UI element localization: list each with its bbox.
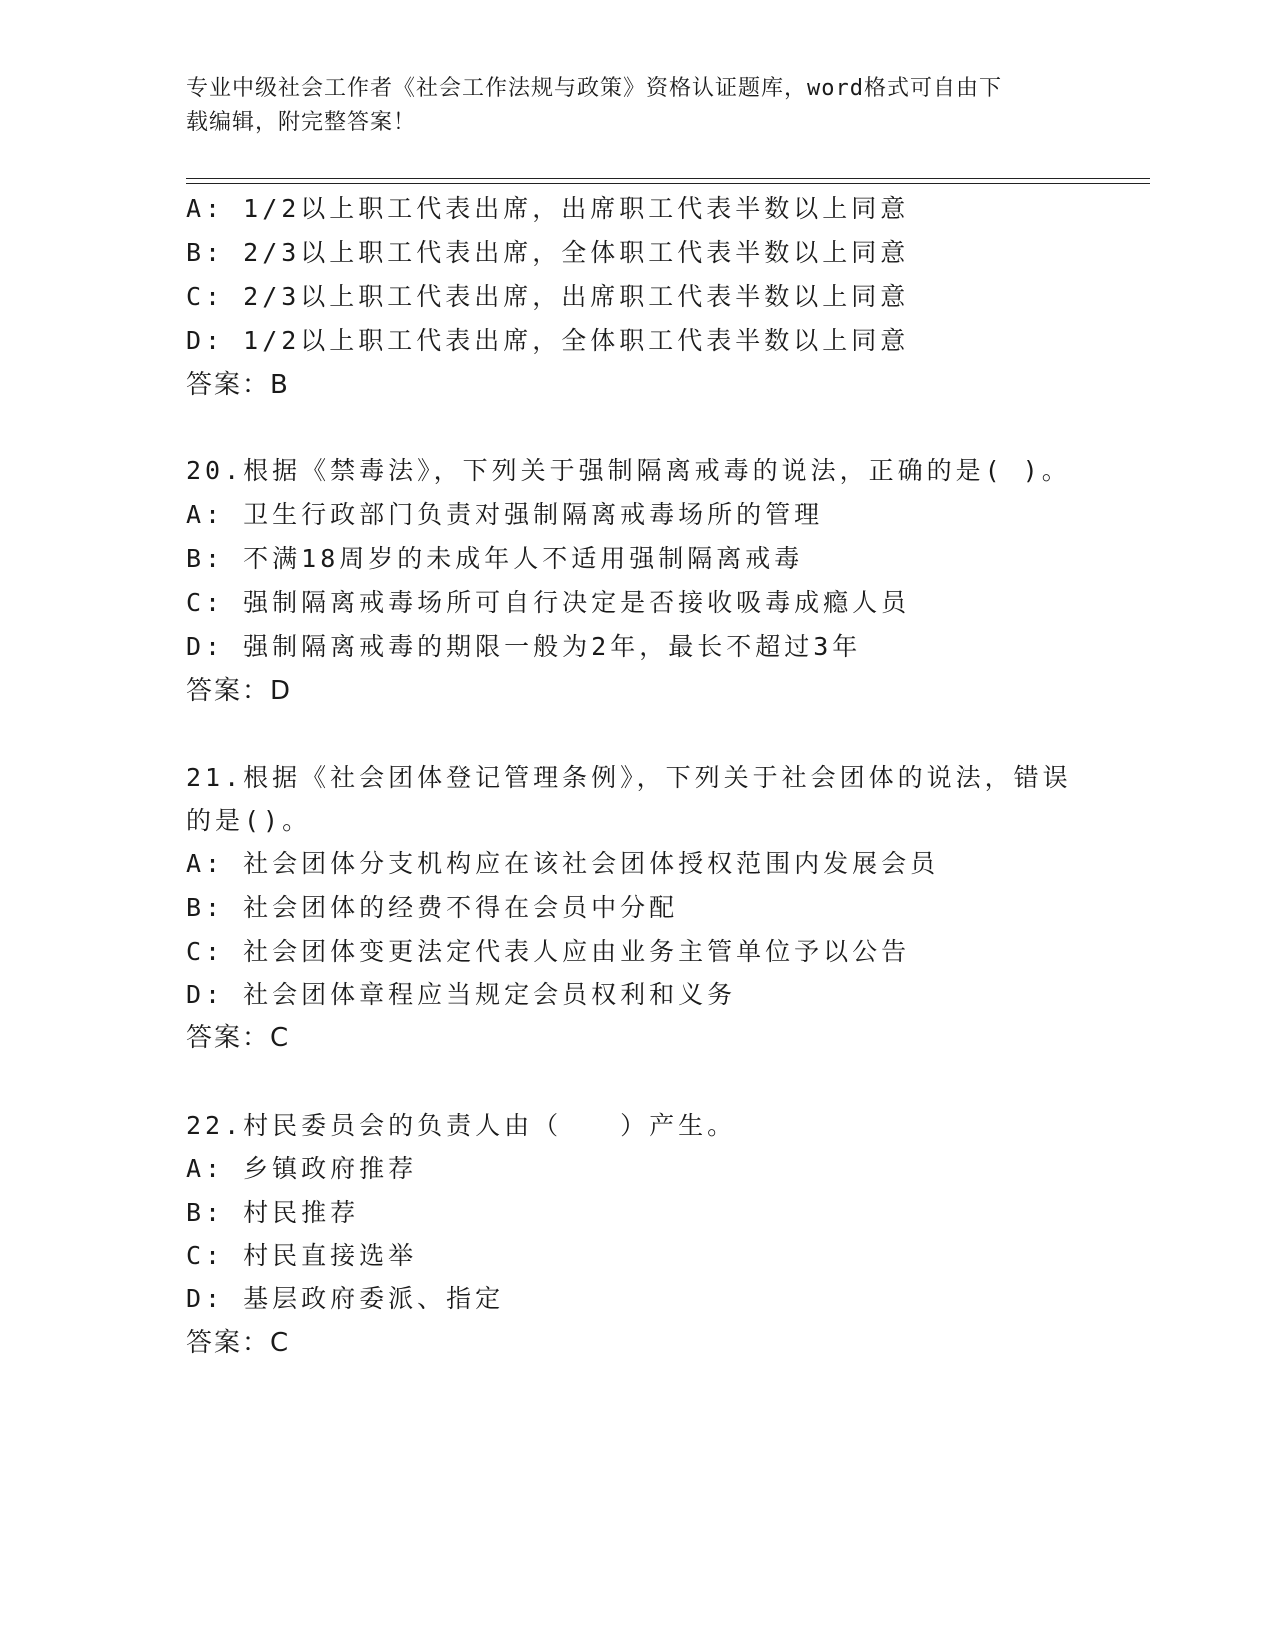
q20-option-d: D: 强制隔离戒毒的期限一般为2年，最长不超过3年 [186,632,862,661]
q22-question: 22.村民委员会的负责人由（ ）产生。 [186,1111,737,1140]
q21-option-d: D: 社会团体章程应当规定会员权利和义务 [186,980,737,1009]
header-title-line-1: 专业中级社会工作者《社会工作法规与政策》资格认证题库，word格式可自由下 [186,76,1002,101]
q22-option-a: A: 乡镇政府推荐 [186,1154,418,1183]
header-divider-bottom [186,183,1150,184]
q21-option-c: C: 社会团体变更法定代表人应由业务主管单位予以公告 [186,937,911,966]
q19-option-a: A: 1/2以上职工代表出席，出席职工代表半数以上同意 [186,194,910,223]
header-divider-top [186,178,1150,179]
q22-option-d: D: 基层政府委派、指定 [186,1284,505,1313]
q19-answer: 答案：B [186,370,290,400]
q22-option-c: C: 村民直接选举 [186,1241,418,1270]
q22-answer: 答案：C [186,1328,291,1358]
q20-option-a: A: 卫生行政部门负责对强制隔离戒毒场所的管理 [186,500,824,529]
header-title-line-2: 载编辑，附完整答案！ [186,110,417,135]
q20-option-b: B: 不满18周岁的未成年人不适用强制隔离戒毒 [186,544,804,573]
q21-answer: 答案：C [186,1023,291,1053]
q19-option-c: C: 2/3以上职工代表出席，出席职工代表半数以上同意 [186,282,910,311]
q20-answer: 答案：D [186,676,293,706]
q21-question-line-1: 21.根据《社会团体登记管理条例》，下列关于社会团体的说法，错误 [186,763,1072,792]
q20-option-c: C: 强制隔离戒毒场所可自行决定是否接收吸毒成瘾人员 [186,588,911,617]
document-header [186,72,1066,140]
q21-option-a: A: 社会团体分支机构应在该社会团体授权范围内发展会员 [186,849,940,878]
q22-option-b: B: 村民推荐 [186,1198,360,1227]
q21-question-line-2: 的是()。 [186,806,312,835]
q20-question: 20.根据《禁毒法》，下列关于强制隔离戒毒的说法，正确的是( )。 [186,456,1071,485]
q19-option-b: B: 2/3以上职工代表出席，全体职工代表半数以上同意 [186,238,910,267]
q21-option-b: B: 社会团体的经费不得在会员中分配 [186,893,679,922]
q19-option-d: D: 1/2以上职工代表出席，全体职工代表半数以上同意 [186,326,910,355]
